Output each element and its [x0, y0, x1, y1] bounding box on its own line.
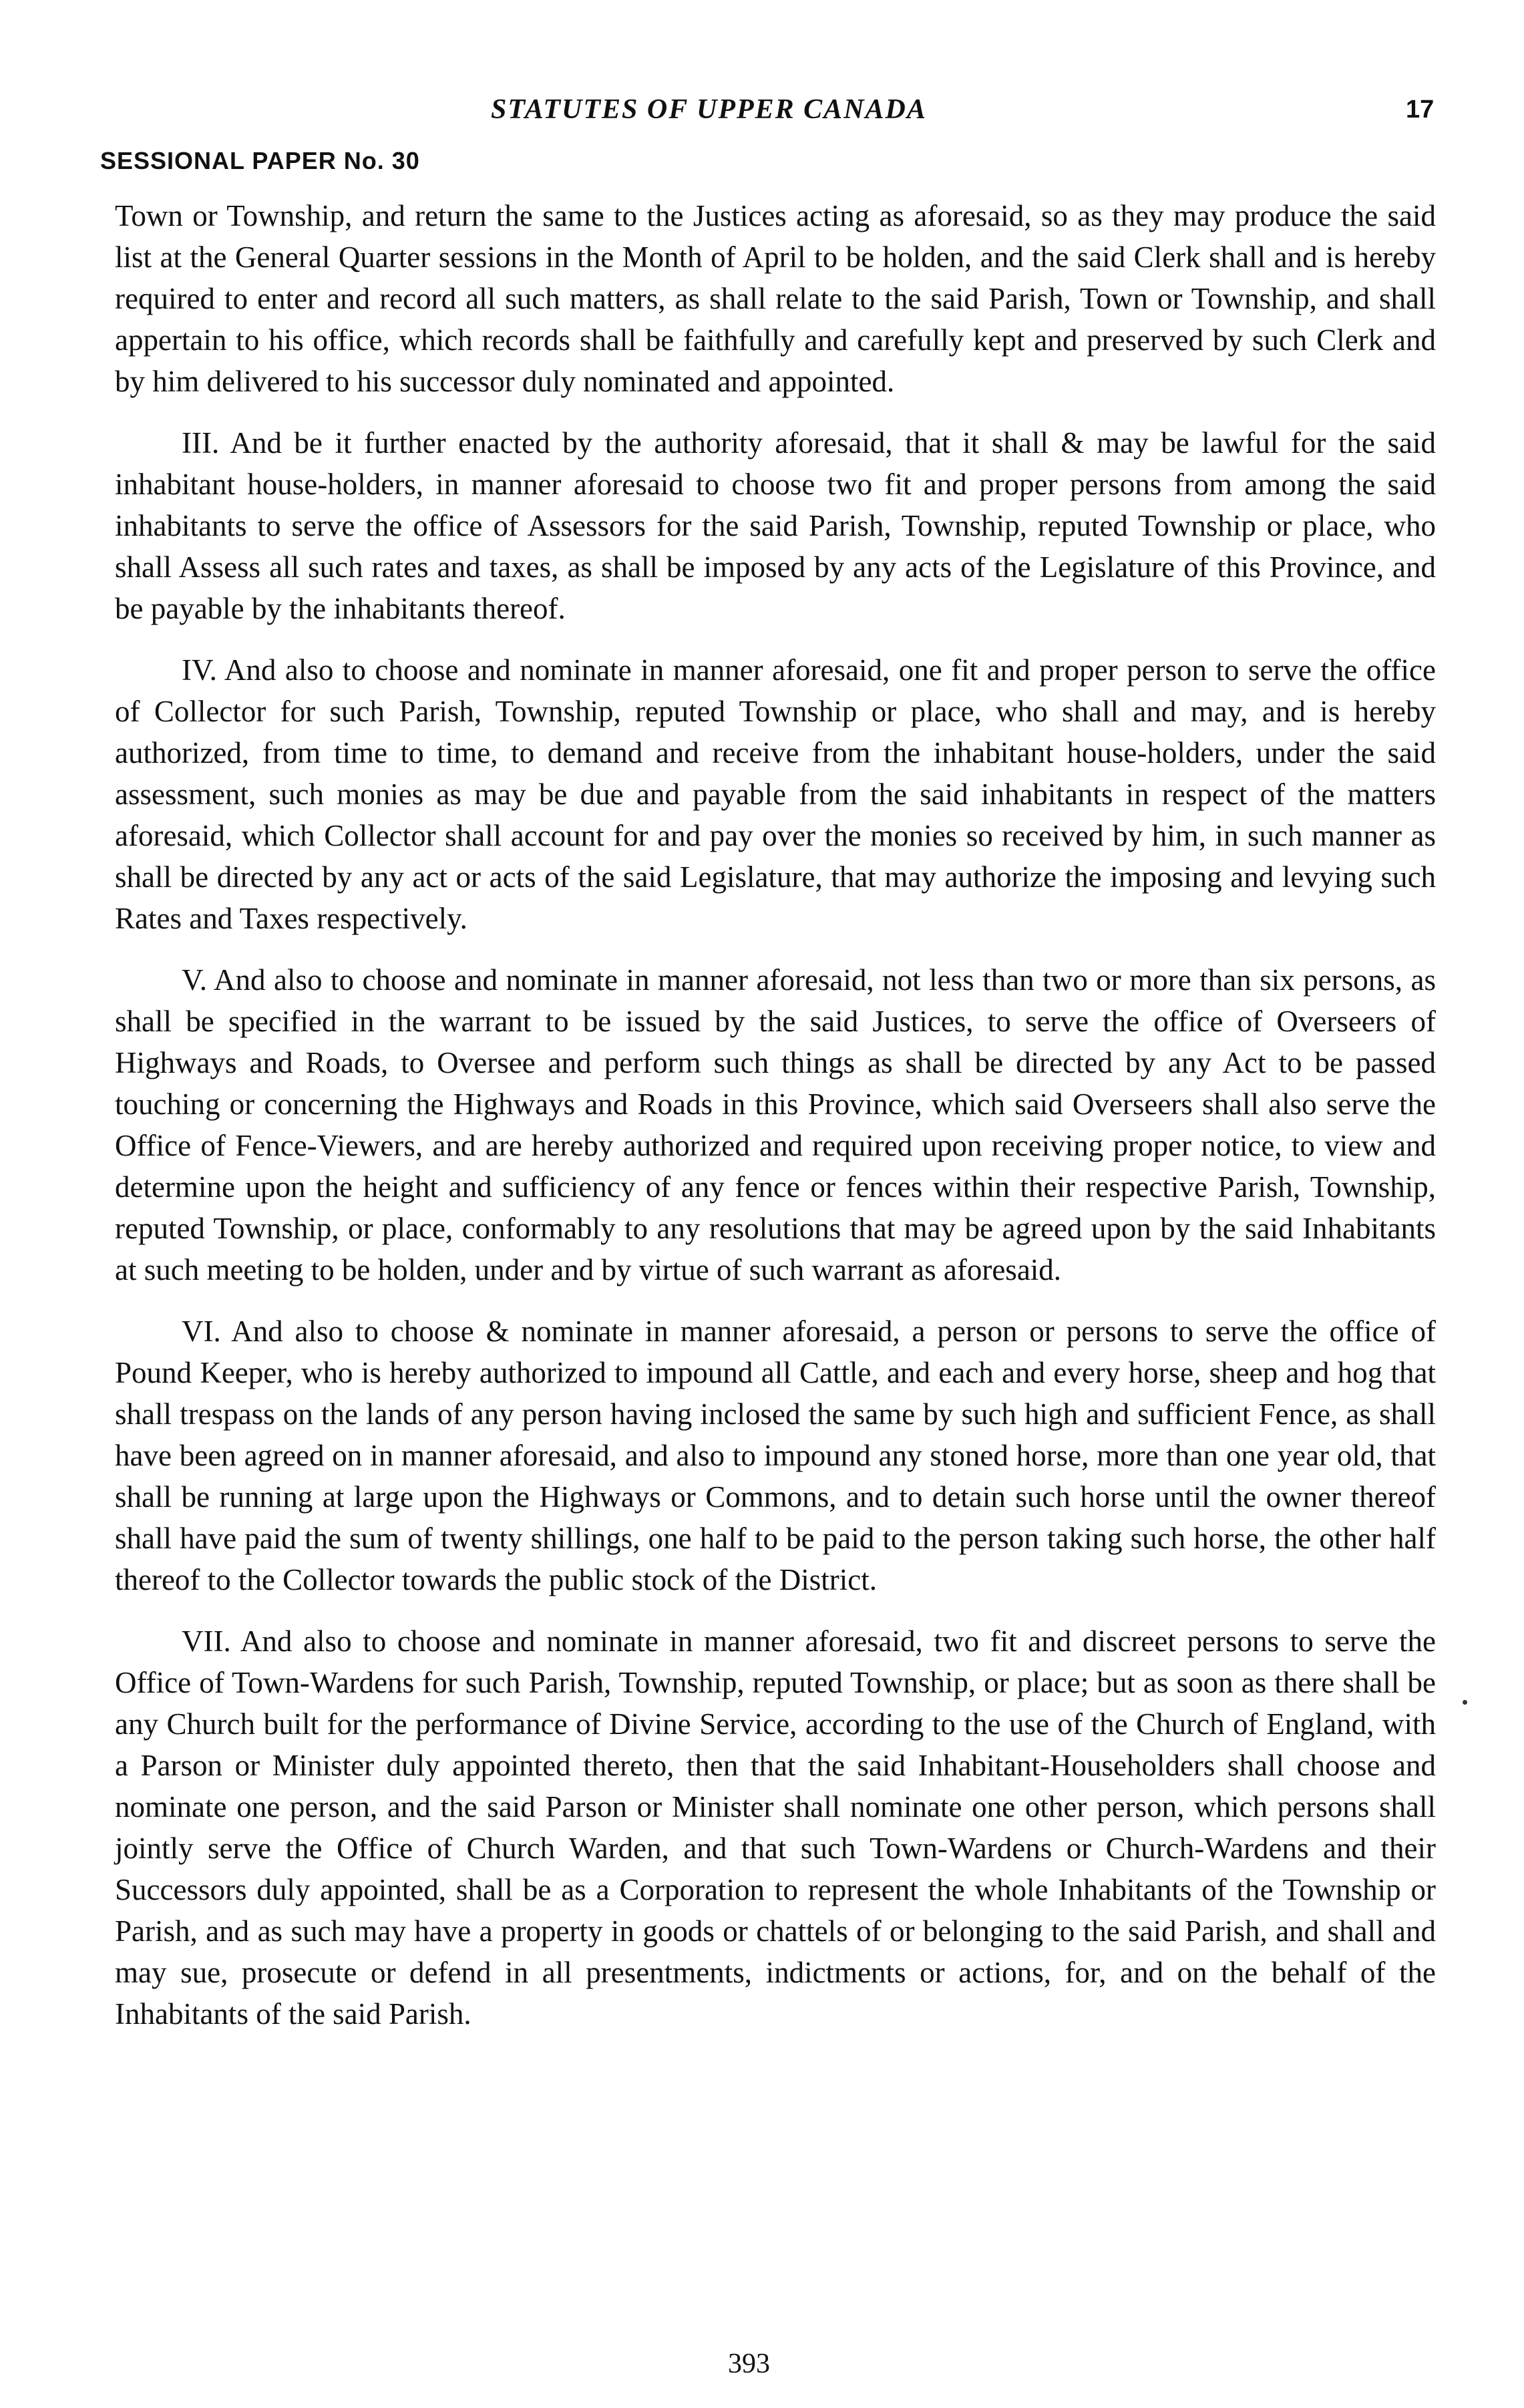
sessional-paper-label: SESSIONAL PAPER No. 30 [100, 147, 420, 174]
stray-ink-mark [1463, 1700, 1467, 1705]
paragraph-section-iii: III. And be it further enacted by the authority aforesaid, that it shall & may be lawful for the said inhabitant house-holders, in manner aforesaid to choose two fit and proper persons from among the said inhabitants to serve the office of Assessors for the said Parish, Township, reputed Township or place, who shall Assess all such rates and taxes, as shall be imposed by any acts of the Legislature of this Province, and be payable by the inhabitants thereof. [115, 426, 1436, 625]
paragraph-section-iv: IV. And also to choose and nominate in manner aforesaid, one fit and proper person to serve the office of Collector for such Parish, Township, reputed Township or place, who shall and may, and is hereby authorized, from time to time, to demand and receive from the inhabitant house-holders, under the said assessment, such monies as may be due and payable from the said inhabitants in respect of the matters aforesaid, which Collector shall account for and pay over the monies so received by him, in such manner as shall be directed by any act or acts of the said Legislature, that may authorize the imposing and levying such Rates and Taxes respectively. [115, 653, 1436, 935]
page-number: 17 [1406, 96, 1435, 124]
running-head: STATUTES OF UPPER CANADA [491, 94, 927, 125]
footer-page-number: 393 [728, 2349, 770, 2379]
statute-body [115, 195, 1436, 2055]
paragraph-continuation: Town or Township, and return the same to the Justices acting as aforesaid, so as they may produce the said list at the General Quarter sessions in the Month of April to be holden, and the said Clerk shall and is hereby required to enter and record all such matters, as shall relate to the said Parish, Town or Township, and shall appertain to his office, which records shall be faithfully and carefully kept and preserved by such Clerk and by him delivered to his successor duly nominated and appointed. [115, 199, 1436, 398]
paragraph-section-vii: VII. And also to choose and nominate in manner aforesaid, two fit and discreet persons to serve the Office of Town-Wardens for such Parish, Township, reputed Township, or place; but as soon as there shall be any Church built for the performance of Divine Service, according to the use of the Church of England, with a Parson or Minister duly appointed thereto, then that the said Inhabitant-Householders shall choose and nominate one person, and the said Parson or Minister shall nominate one other person, which persons shall jointly serve the Office of Church Warden, and that such Town-Wardens or Church-Wardens and their Successors duly appointed, shall be as a Corporation to represent the whole Inhabitants of the Township or Parish, and as such may have a property in goods or chattels of or belonging to the said Parish, and shall and may sue, prosecute or defend in all presentments, indictments or actions, for, and on the behalf of the Inhabitants of the said Parish. [115, 1624, 1436, 2031]
paragraph-section-v: V. And also to choose and nominate in manner aforesaid, not less than two or more than six persons, as shall be specified in the warrant to be issued by the said Justices, to serve the office of Overseers of Highways and Roads, to Oversee and perform such things as shall be directed by any Act to be passed touching or concerning the Highways and Roads in this Province, which said Overseers shall also serve the Office of Fence-Viewers, and are hereby authorized and required upon receiving proper notice, to view and determine upon the height and sufficiency of any fence or fences within their respective Parish, Township, reputed Township, or place, conformably to any resolutions that may be agreed upon by the said Inhabitants at such meeting to be holden, under and by virtue of such warrant as aforesaid. [115, 963, 1436, 1286]
paragraph-section-vi: VI. And also to choose & nominate in manner aforesaid, a person or persons to serve the office of Pound Keeper, who is hereby authorized to impound all Cattle, and each and every horse, sheep and hog that shall trespass on the lands of any person having inclosed the same by such high and sufficient Fence, as shall have been agreed on in manner aforesaid, and also to impound any stoned horse, more than one year old, that shall be running at large upon the Highways or Commons, and to detain such horse until the owner thereof shall have paid the sum of twenty shillings, one half to be paid to the person taking such horse, the other half thereof to the Collector towards the public stock of the District. [115, 1315, 1436, 1596]
